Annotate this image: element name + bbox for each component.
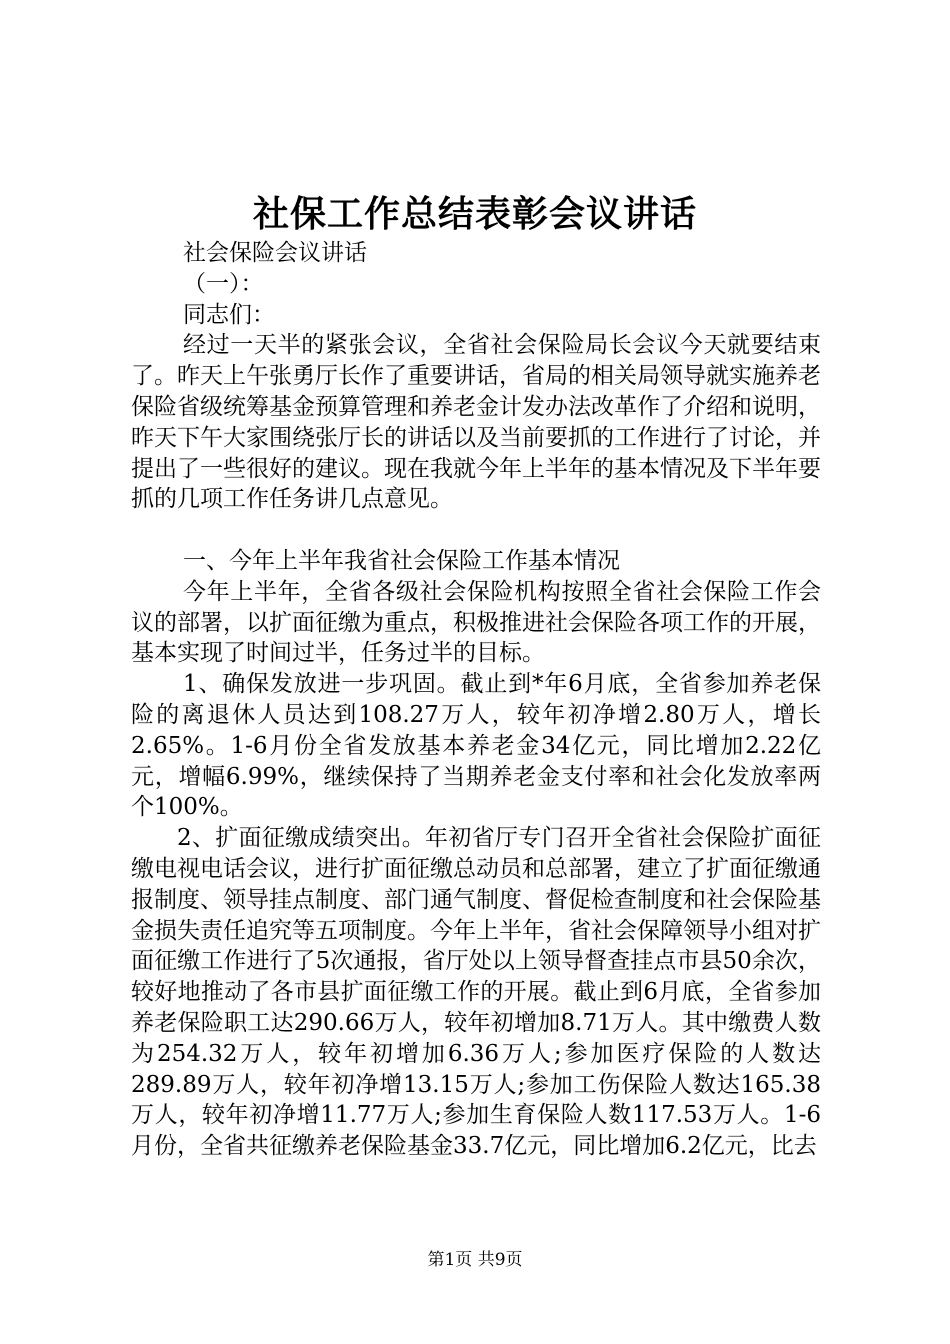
intro-paragraph: 经过一天半的紧张会议，全省社会保险局长会议今天就要结束了。昨天上午张勇厅长作了重要讲话，省局的相关局领导就实施养老保险省级统筹基金预算管理和养老金计发办法改革作了介绍和说明，昨天下午大家围绕张厅长的讲话以及当前要抓的工作进行了讨论，并提出了一些很好的建议。现在我就今年上半年的基本情况及下半年要抓的几项工作任务讲几点意见。 — [131, 332, 821, 513]
collection-paragraph: 2、扩面征缴成绩突出。年初省厅专门召开全省社会保险扩面征缴电视电话会议，进行扩面征缴总动员和总部署，建立了扩面征缴通报制度、领导挂点制度、部门通气制度、督促检查制度和社会保险基金损失责任追究等五项制度。今年上半年，省社会保障领导小组对扩面征缴工作进行了5次通报，省厅处以上领导督查挂点市县50余次，较好地推动了各市县扩面征缴工作的开展。截止到6月底，全省参加养老保险职工达290.66万人，较年初增加8.71万人。其中缴费人数为254.32万人，较年初增加6.36万人;参加医疗保险的人数达289.89万人，较年初净增13.15万人;参加工伤保险人数达165.38万人，较年初净增11.77万人;参加生育保险人数117.53万人。1-6月份，全省共征缴养老保险基金33.7亿元，同比增加6.2亿元，比去 — [131, 825, 821, 1160]
document-body — [131, 238, 821, 1162]
subtitle-line: 社会保险会议讲话 — [183, 240, 367, 266]
section-heading: 一、今年上半年我省社会保险工作基本情况 — [183, 547, 620, 574]
section-mark: （一）： — [183, 270, 264, 297]
page-number: 第1页 共9页 — [427, 1250, 523, 1270]
greeting-line: 同志们： — [183, 301, 275, 328]
overview-paragraph: 今年上半年，全省各级社会保险机构按照全省社会保险工作会议的部署，以扩面征缴为重点，积极推进社会保险各项工作的开展，基本实现了时间过半，任务过半的目标。 — [131, 578, 821, 667]
paragraph-spacer — [131, 515, 821, 546]
document-title: 社保工作总结表彰会议讲话 — [252, 193, 697, 235]
pension-paragraph: 1、确保发放进一步巩固。截止到*年6月底，全省参加养老保险的离退休人员达到108.27万人，较年初净增2.80万人，增长2.65%。1-6月份全省发放基本养老金34亿元，同比增加2.22亿元，增幅6.99%，继续保持了当期养老金支付率和社会化发放率两个100%。 — [131, 671, 821, 821]
